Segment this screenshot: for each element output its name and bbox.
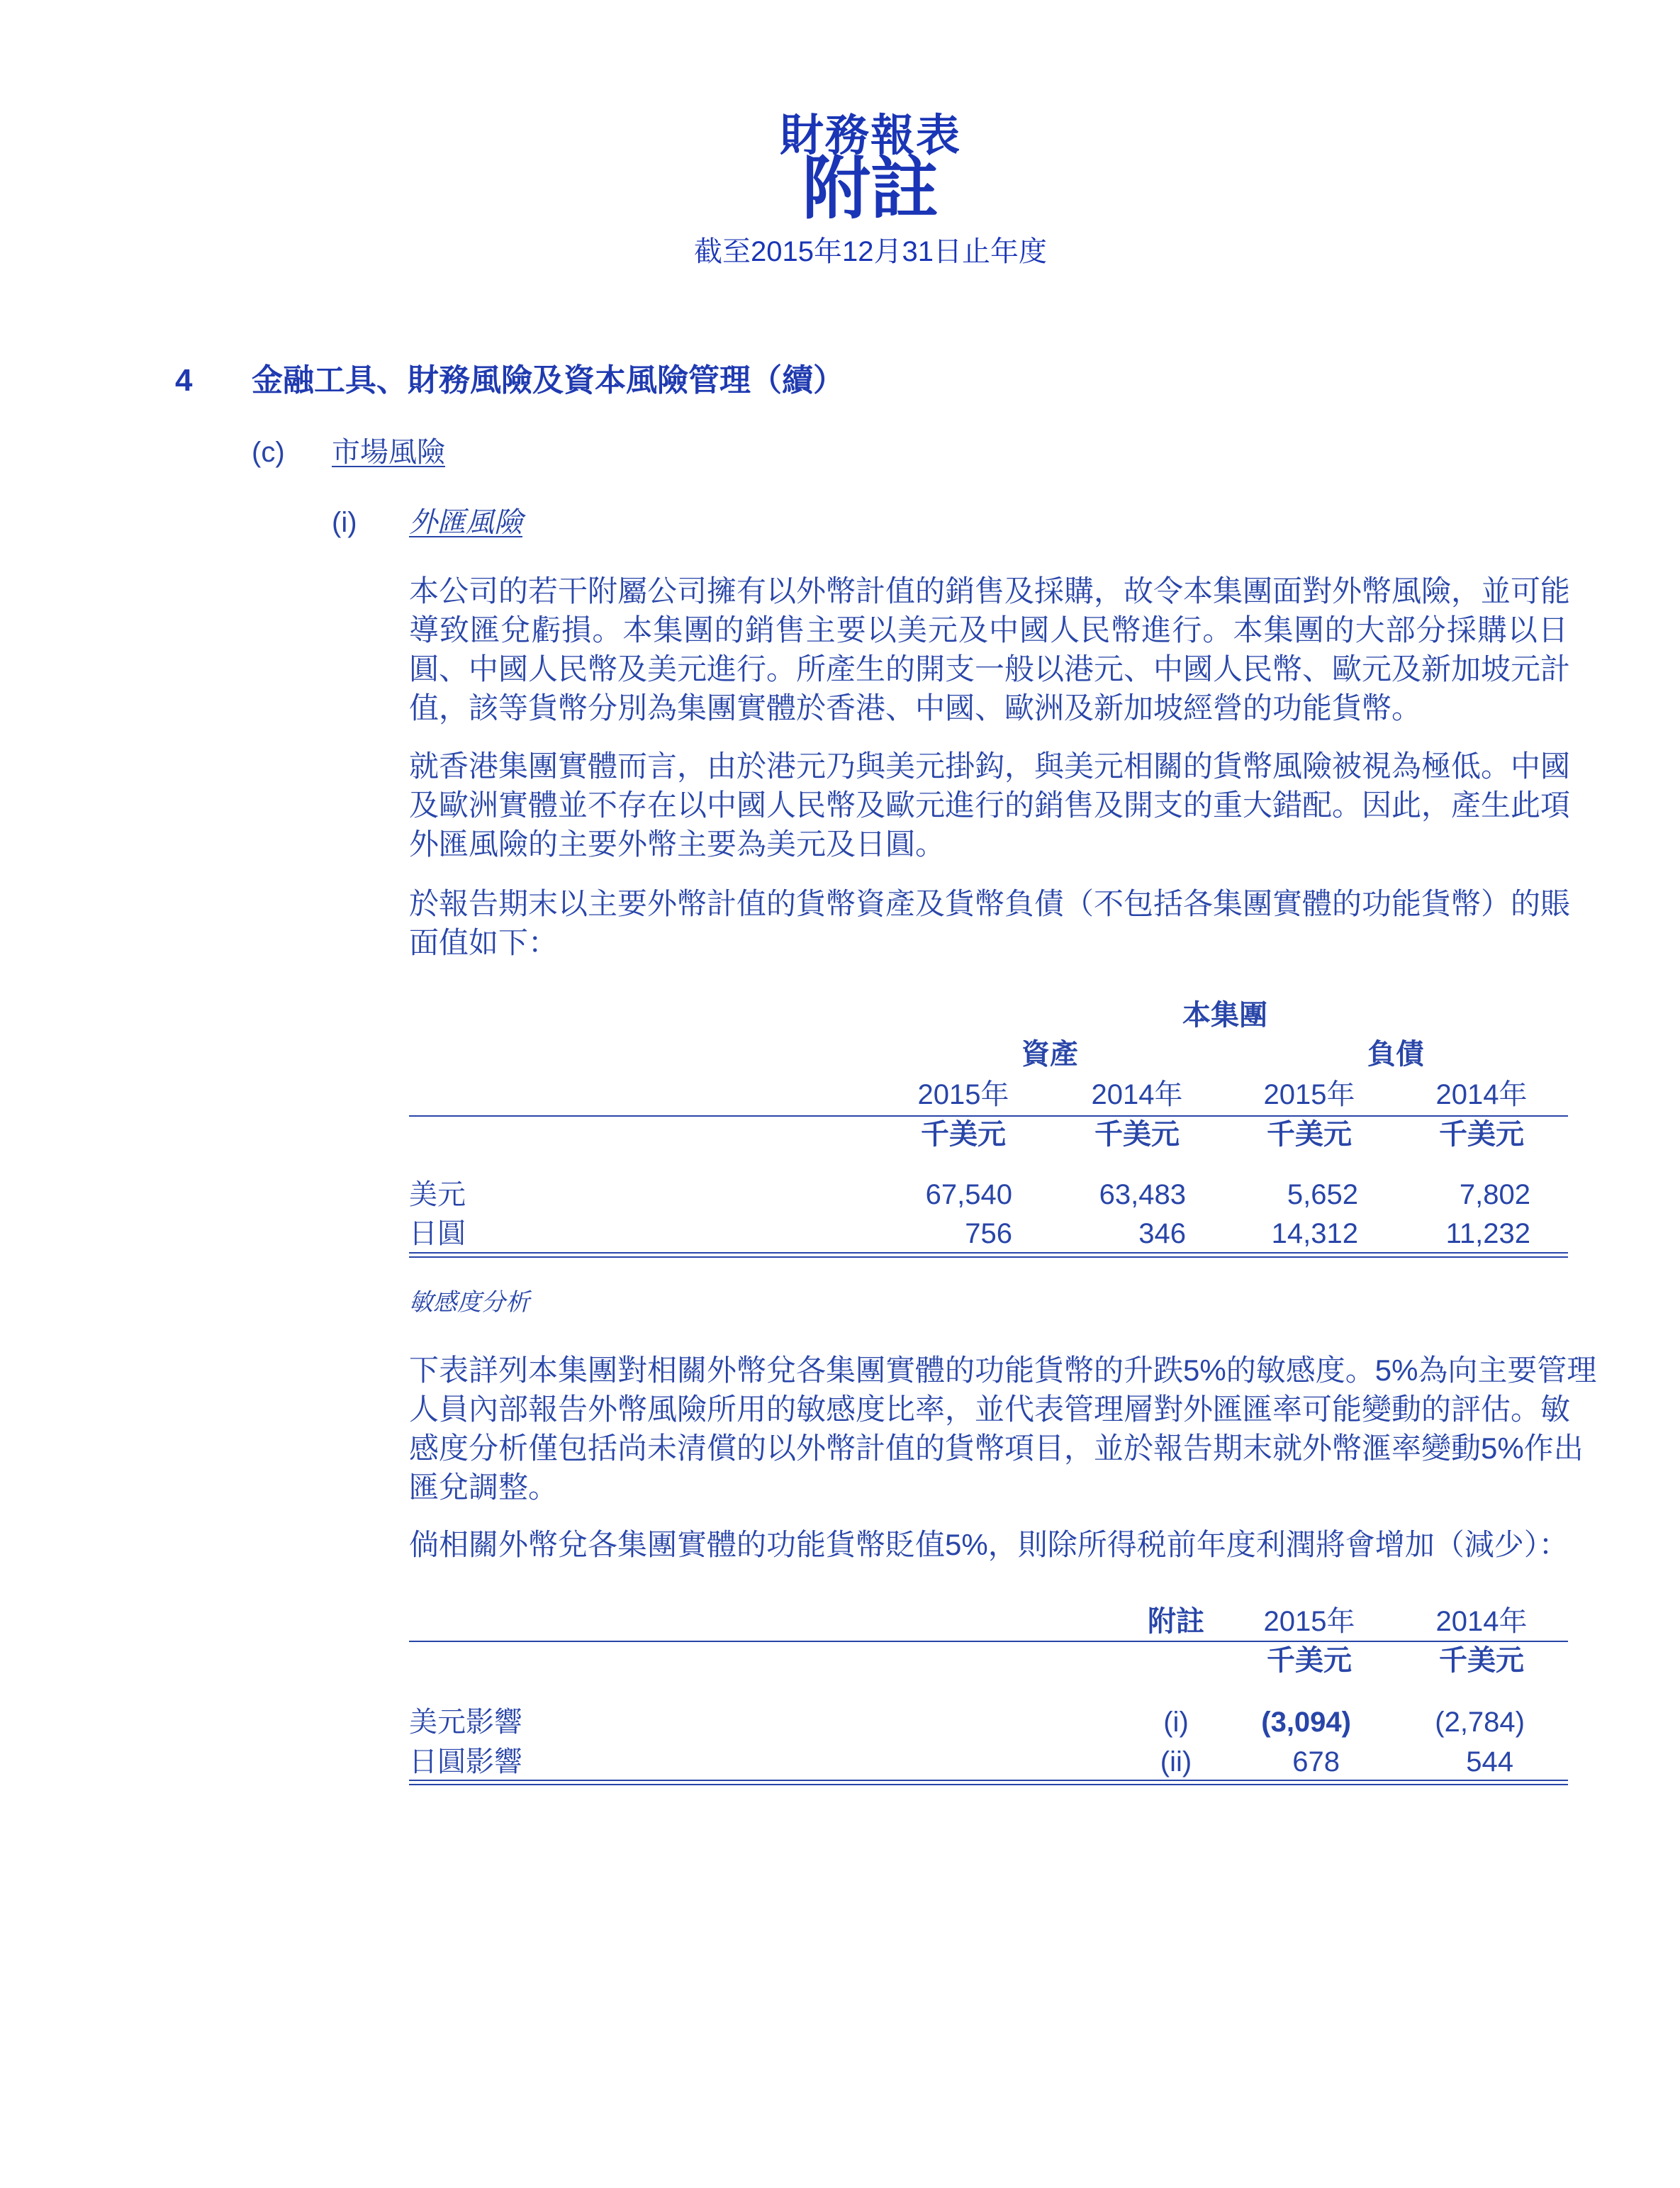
page-title: 財務報表 [779, 111, 961, 160]
unit-header: 千美元 [921, 1119, 1006, 1150]
note-ref: (ii) [1160, 1746, 1192, 1777]
table-cell: (3,094) [1261, 1707, 1351, 1738]
table-cell: 756 [965, 1218, 1012, 1249]
table-cell: (2,784) [1435, 1707, 1525, 1738]
row-label: 美元影響 [409, 1707, 522, 1738]
year-header: 2015年 [1263, 1606, 1355, 1637]
item-label: (i) [332, 507, 357, 538]
reporting-period: 截至2015年12月31日止年度 [694, 236, 1047, 267]
table-cell: 544 [1466, 1746, 1513, 1777]
unit-header: 千美元 [1439, 1645, 1524, 1676]
table-cell: 5,652 [1287, 1179, 1358, 1210]
unit-header: 千美元 [1267, 1119, 1352, 1150]
paragraph-line: 感度分析僅包括尚未清償的以外幣計值的貨幣項目，並於報告期末就外幣滙率變動5%作出 [409, 1431, 1584, 1465]
row-label: 日圓 [409, 1218, 466, 1249]
table-cell: 67,540 [925, 1179, 1012, 1210]
page-subtitle: 附註 [802, 151, 939, 227]
table-cell: 678 [1292, 1746, 1340, 1777]
paragraph-line: 外匯風險的主要外幣主要為美元及日圓。 [409, 827, 946, 861]
year-header: 2014年 [1435, 1079, 1528, 1110]
paragraph-line: 就香港集團實體而言，由於港元乃與美元掛鈎，與美元相關的貨幣風險被視為極低。中國 [409, 749, 1571, 783]
section-number: 4 [175, 363, 193, 398]
subsection-label: (c) [252, 437, 285, 468]
row-label: 日圓影響 [409, 1746, 522, 1777]
paragraph-line: 圓、中國人民幣及美元進行。所產生的開支一般以港元、中國人民幣、歐元及新加坡元計 [409, 652, 1571, 686]
double-rule-bottom [409, 1256, 1568, 1258]
paragraph-line: 導致匯兌虧損。本集團的銷售主要以美元及中國人民幣進行。本集團的大部分採購以日 [409, 613, 1568, 647]
unit-header: 千美元 [1094, 1119, 1180, 1150]
sensitivity-heading: 敏感度分析 [409, 1289, 530, 1316]
header-rule [409, 1641, 1568, 1642]
paragraph-line: 下表詳列本集團對相關外幣兌各集團實體的功能貨幣的升跌5%的敏感度。5%為向主要管理 [409, 1353, 1597, 1387]
year-header: 2014年 [1435, 1606, 1528, 1637]
year-header: 2014年 [1091, 1079, 1183, 1110]
paragraph-5: 倘相關外幣兌各集團實體的功能貨幣貶值5%，則除所得税前年度利潤將會增加（減少）： [409, 1528, 1569, 1561]
year-header: 2015年 [1263, 1079, 1355, 1110]
paragraph-line: 匯兌調整。 [409, 1470, 559, 1504]
paragraph-line: 於報告期末以主要外幣計值的貨幣資產及貨幣負債（不包括各集團實體的功能貨幣）的賬 [409, 887, 1571, 920]
note-ref: (i) [1163, 1707, 1189, 1738]
paragraph-line: 值，該等貨幣分別為集團實體於香港、中國、歐洲及新加坡經營的功能貨幣。 [409, 691, 1422, 725]
paragraph-line: 本公司的若干附屬公司擁有以外幣計值的銷售及採購，故令本集團面對外幣風險，並可能 [409, 574, 1571, 608]
double-rule-bottom [409, 1784, 1568, 1785]
assets-header: 資產 [1021, 1039, 1078, 1070]
unit-header: 千美元 [1267, 1645, 1352, 1676]
year-header: 2015年 [917, 1079, 1009, 1110]
table-cell: 11,232 [1445, 1218, 1530, 1249]
paragraph-line: 人員內部報告外幣風險所用的敏感度比率，並代表管理層對外匯匯率可能變動的評估。敏 [409, 1392, 1571, 1426]
table-group-header: 本集團 [1182, 1000, 1267, 1031]
note-header: 附註 [1148, 1606, 1204, 1637]
row-label: 美元 [409, 1179, 466, 1210]
item-title: 外匯風險 [409, 507, 522, 538]
table-cell: 14,312 [1271, 1218, 1358, 1249]
unit-header: 千美元 [1439, 1119, 1524, 1150]
double-rule-top [409, 1252, 1568, 1254]
section-title: 金融工具、財務風險及資本風險管理（續） [252, 363, 844, 398]
subsection-title: 市場風險 [332, 437, 445, 468]
table-cell: 346 [1138, 1218, 1186, 1249]
double-rule-top [409, 1780, 1568, 1781]
table-cell: 63,483 [1099, 1179, 1186, 1210]
table-cell: 7,802 [1459, 1179, 1530, 1210]
liabilities-header: 負債 [1367, 1039, 1424, 1070]
paragraph-line: 及歐洲實體並不存在以中國人民幣及歐元進行的銷售及開支的重大錯配。因此，產生此項 [409, 788, 1571, 822]
paragraph-line: 面值如下： [409, 926, 559, 959]
